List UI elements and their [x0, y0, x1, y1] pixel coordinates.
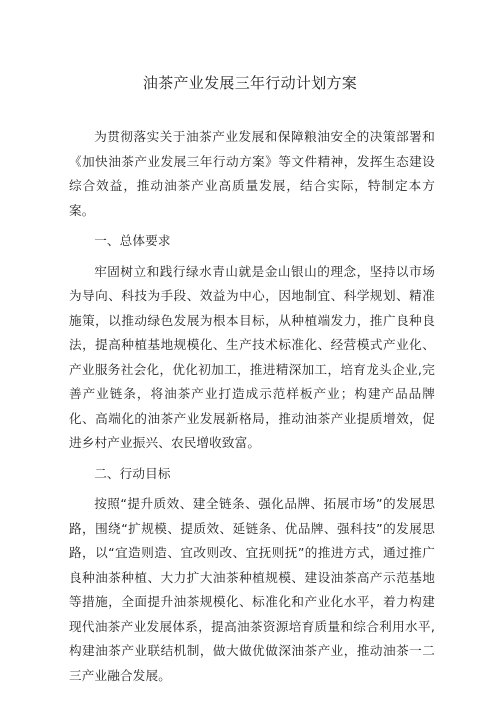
section-paragraph-general-requirements: 牢固树立和践行绿水青山就是金山银山的理念，坚持以市场为导向、科技为手段、效益为中心，因地制宜、科学规划、精准施策，以推动绿色发展为根本目标，从种植端发力，推广良种良法，提高种植基地规模化、生产技术标准化、经营模式产业化、产业服务社会化，优化初加工，推进精深加工，培育龙头企业,完善产业链条，将油茶产业打造成示范样板产业；构建产品品牌化、高端化的油茶产业发展新格局，推动油茶产业提质增效，促进乡村产业振兴、农民增收致富。 [69, 263, 435, 450]
document-title: 油茶产业发展三年行动计划方案 [142, 74, 358, 92]
section-heading-action-goals: 二、行动目标 [94, 465, 171, 481]
section-heading-general-requirements: 一、总体要求 [94, 233, 171, 248]
section-paragraph-action-goals: 按照“提升质效、建全链条、强化品牌、拓展市场”的发展思路，围绕“扩规模、提质效、延链条、优品牌、强科技”的发展思路，以“宜造则造、宜改则改、宜抚则抚”的推进方式，通过推广良种油茶种植、大力扩大油茶种植规模、建设油茶高产示范基地等措施，全面提升油茶规模化、标准化和产业化水平，着力构建现代油茶产业发展体系，提高油茶资源培育质量和综合利用水平,构建油茶产业联结机制，做大做优做深油茶产业，推动油茶一二三产业融合发展。 [69, 496, 435, 683]
intro-paragraph: 为贯彻落实关于油茶产业发展和保障粮油安全的决策部署和《加快油茶产业发展三年行动方案》等文件精神，发挥生态建设综合效益，推动油茶产业高质量发展，结合实际，特制定本方案。 [69, 129, 435, 218]
document-body [69, 125, 435, 688]
